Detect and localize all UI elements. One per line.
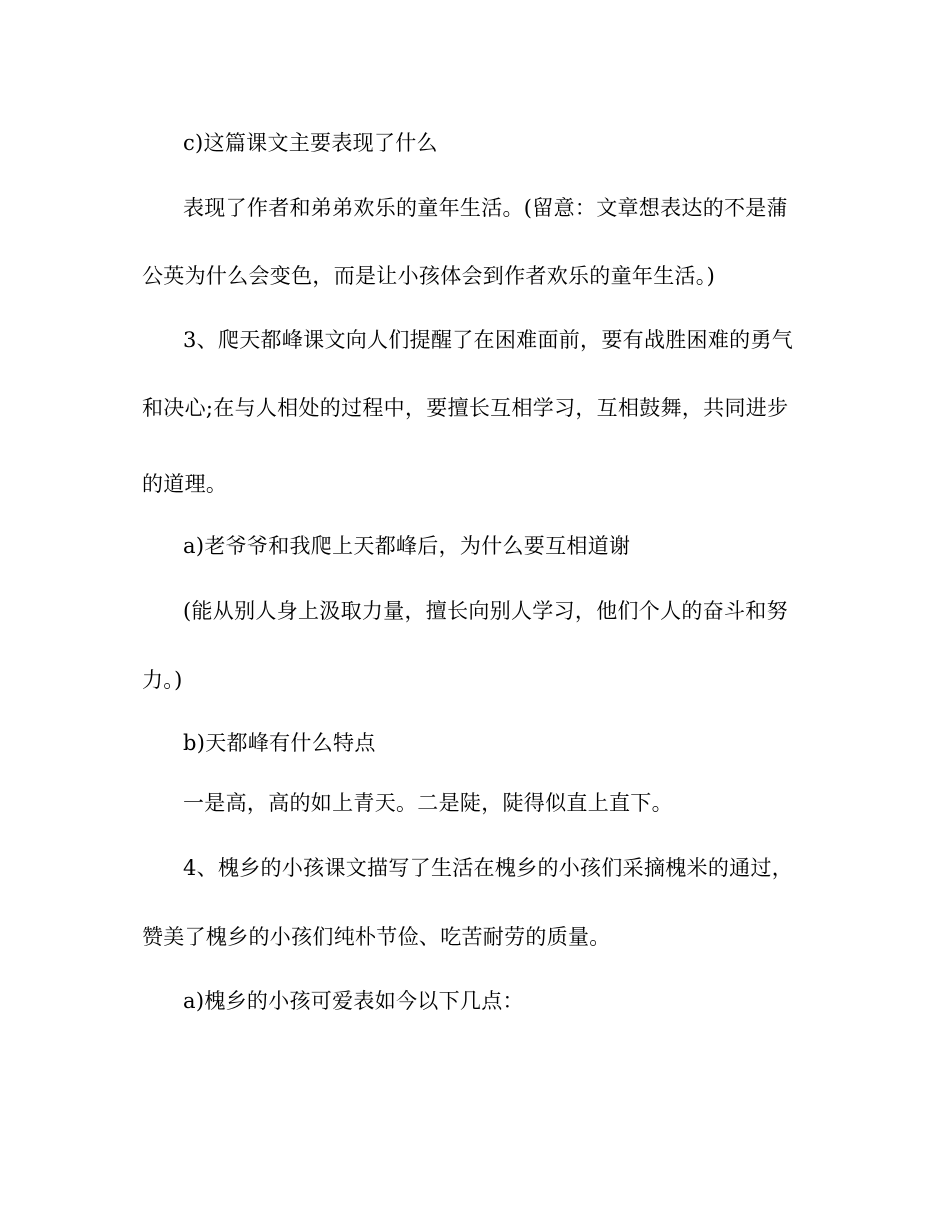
question-c-line: c)这篇课文主要表现了什么	[183, 131, 438, 155]
section-3-line-1: 3、爬天都峰课文向人们提醒了在困难面前，要有战胜困难的勇气	[183, 328, 794, 352]
question-b-line: b)天都峰有什么特点	[183, 731, 376, 755]
section-4-line-1: 4、槐乡的小孩课文描写了生活在槐乡的小孩们采摘槐米的通过，	[183, 856, 794, 880]
answer-c-line-1: 表现了作者和弟弟欢乐的童年生活。(留意：文章想表达的不是蒲	[183, 196, 788, 220]
section-4-line-2: 赞美了槐乡的小孩们纯朴节俭、吃苦耐劳的质量。	[142, 925, 611, 949]
section-3-line-2: 和决心;在与人相处的过程中，要擅长互相学习，互相鼓舞，共同进步	[142, 396, 789, 420]
answer-a-line-2: 力。)	[142, 668, 183, 692]
question-a-line: a)老爷爷和我爬上天都峰后，为什么要互相道谢	[183, 534, 631, 558]
answer-b-line: 一是高，高的如上青天。二是陡，陡得似直上直下。	[183, 791, 673, 815]
section-3-line-3: 的道理。	[142, 472, 228, 496]
answer-a-line-1: (能从别人身上汲取力量，擅长向别人学习，他们个人的奋斗和努	[183, 599, 788, 623]
question-4a-line: a)槐乡的小孩可爱表如今以下几点：	[183, 989, 524, 1013]
answer-c-line-2: 公英为什么会变色，而是让小孩体会到作者欢乐的童年生活。)	[142, 264, 716, 288]
